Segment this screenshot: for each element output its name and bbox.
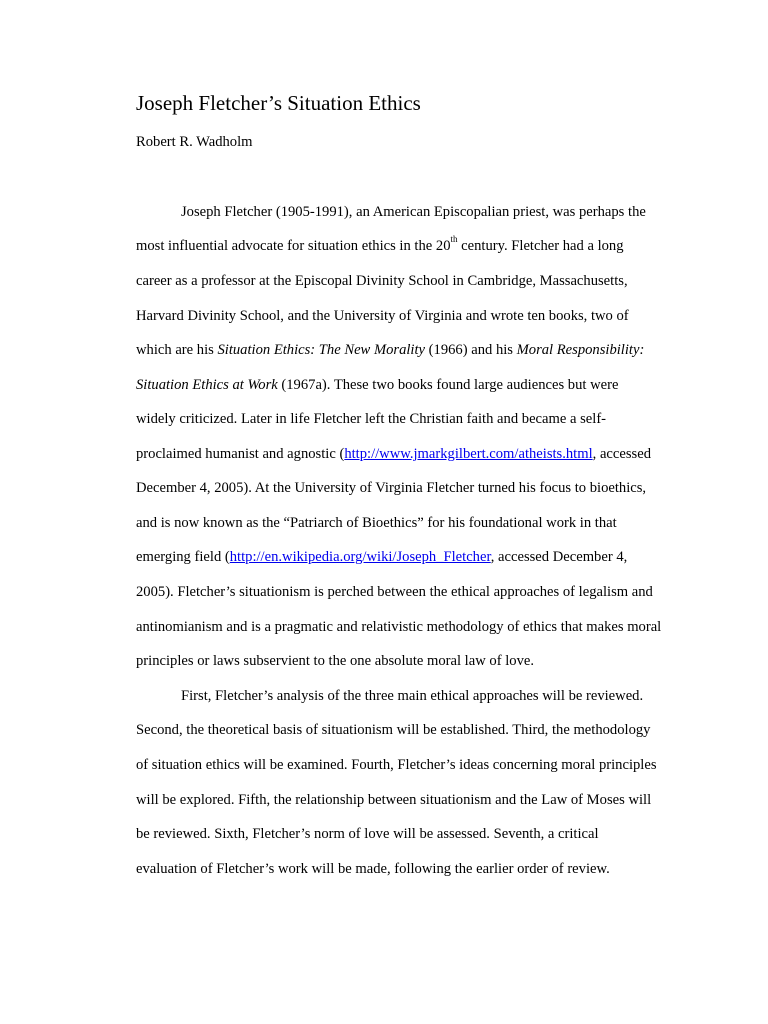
- paragraph-1-line-4: Harvard Divinity School, and the University of Virginia and wrote ten books, two of: [136, 308, 629, 324]
- superscript: th: [450, 234, 458, 245]
- document-title: Joseph Fletcher’s Situation Ethics: [136, 91, 421, 115]
- book-title-moral-responsibility-cont: Situation Ethics at Work: [136, 377, 278, 393]
- paragraph-1-line-1: Joseph Fletcher (1905-1991), an American Episcopalian priest, was perhaps the: [181, 204, 646, 220]
- paragraph-1-line-13: antinomianism and is a pragmatic and relativistic methodology of ethics that makes moral: [136, 619, 662, 635]
- paragraph-2-line-5: be reviewed. Sixth, Fletcher’s norm of love will be assessed. Seventh, a critical: [136, 826, 599, 842]
- text-segment: which are his: [136, 342, 218, 358]
- paragraph-1-line-9: December 4, 2005). At the University of Virginia Fletcher turned his focus to bioethics,: [136, 480, 647, 496]
- paragraph-2-line-1: First, Fletcher’s analysis of the three main ethical approaches will be reviewed.: [181, 688, 644, 704]
- text-segment: emerging field (: [136, 549, 230, 565]
- paragraph-1-line-3: career as a professor at the Episcopal Divinity School in Cambridge, Massachusetts,: [136, 273, 628, 289]
- paragraph-1-line-7: widely criticized. Later in life Fletcher left the Christian faith and became a self-: [136, 411, 607, 427]
- book-title-moral-responsibility: Moral Responsibility:: [516, 342, 645, 358]
- document-author: Robert R. Wadholm: [136, 134, 253, 150]
- paragraph-2-line-6: evaluation of Fletcher’s work will be made, following the earlier order of review.: [136, 861, 610, 877]
- paragraph-1-line-2: [136, 236, 624, 256]
- paragraph-1-line-8: [136, 444, 651, 464]
- text-segment: (1967a). These two books found large audiences but were: [277, 377, 619, 393]
- book-title-situation-ethics: Situation Ethics: The New Morality: [217, 342, 426, 358]
- text-segment: , accessed December 4,: [490, 549, 628, 565]
- paragraph-1-line-12: 2005). Fletcher’s situationism is perched between the ethical approaches of legalism and: [136, 584, 653, 600]
- text-segment: (1966) and his: [425, 342, 517, 358]
- paragraph-2-line-4: will be explored. Fifth, the relationship between situationism and the Law of Moses will: [136, 792, 652, 808]
- link-wikipedia-joseph-fletcher[interactable]: http://en.wikipedia.org/wiki/Joseph_Fletcher: [229, 549, 491, 565]
- text-segment: most influential advocate for situation ethics in the 20: [136, 238, 451, 254]
- paragraph-1-line-11: [136, 547, 627, 567]
- paragraph-2-line-2: Second, the theoretical basis of situationism will be established. Third, the methodology: [136, 722, 651, 738]
- paragraph-1-line-10: and is now known as the “Patriarch of Bioethics” for his foundational work in that: [136, 515, 617, 531]
- link-jmarkgilbert-atheists[interactable]: http://www.jmarkgilbert.com/atheists.html: [344, 446, 593, 462]
- paragraph-1-line-14: principles or laws subservient to the one absolute moral law of love.: [136, 653, 534, 669]
- text-segment: , accessed: [592, 446, 651, 462]
- paragraph-2-line-3: of situation ethics will be examined. Fourth, Fletcher’s ideas concerning moral principles: [136, 757, 657, 773]
- text-segment: century. Fletcher had a long: [457, 238, 624, 254]
- paragraph-1-line-6: [136, 375, 618, 395]
- paragraph-1-line-5: [136, 340, 644, 360]
- text-segment: proclaimed humanist and agnostic (: [136, 446, 345, 462]
